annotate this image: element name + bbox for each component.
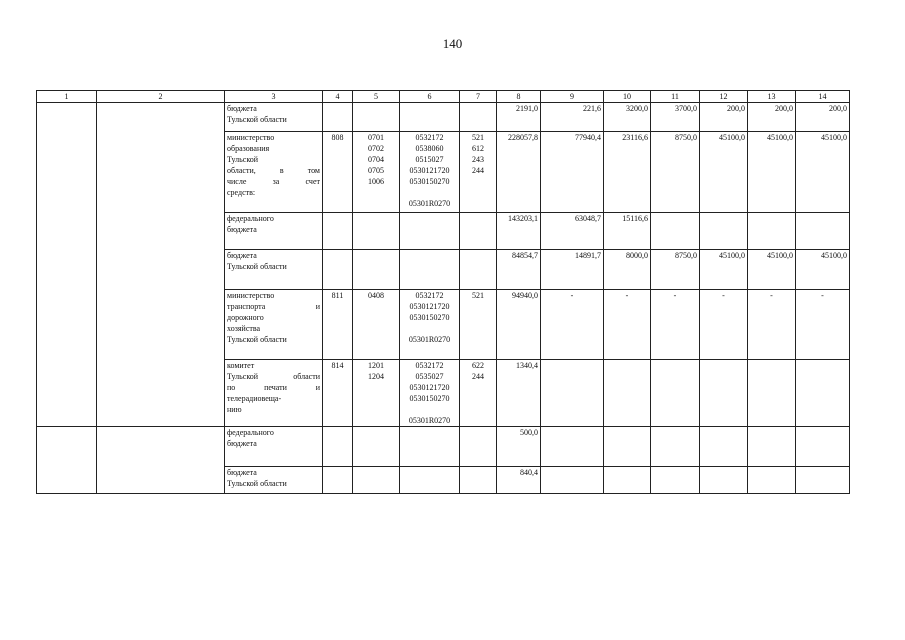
cell-amount-col-14 bbox=[796, 213, 850, 250]
cell-amount-col-8: 94940,0 bbox=[497, 290, 541, 360]
cell-amount-col-13: - bbox=[748, 290, 796, 360]
cell-amount-col-10: 23116,6 bbox=[604, 132, 651, 213]
cell-amount-col-13 bbox=[748, 360, 796, 427]
section-code: 1006 bbox=[368, 177, 384, 186]
cell-amount-col-11: - bbox=[651, 290, 700, 360]
cell-amount-col-9: 63048,7 bbox=[541, 213, 604, 250]
cell-name bbox=[225, 290, 323, 360]
name-line: федерального bbox=[227, 428, 274, 437]
cell-section-codes bbox=[353, 250, 400, 290]
target-code: 0530150270 bbox=[409, 394, 450, 403]
name-line: Тульской области bbox=[227, 479, 287, 488]
column-header: 1 bbox=[37, 91, 97, 103]
name-line: образования bbox=[227, 144, 270, 153]
name-line: телерадиовеща- bbox=[227, 394, 282, 403]
name-line: Тульской bbox=[227, 155, 259, 164]
cell-target-codes bbox=[400, 213, 460, 250]
cell-amount-col-8: 840,4 bbox=[497, 467, 541, 494]
expense-code: 622 bbox=[472, 361, 484, 370]
cell-col-1 bbox=[37, 427, 97, 494]
cell-ministry-code bbox=[323, 427, 353, 467]
target-code: 0530150270 bbox=[409, 177, 450, 186]
cell-amount-col-11: 8750,0 bbox=[651, 250, 700, 290]
name-line: бюджета bbox=[227, 251, 257, 260]
cell-amount-col-13 bbox=[748, 467, 796, 494]
target-code: 05301R0270 bbox=[408, 199, 451, 208]
cell-ministry-code: 808 bbox=[323, 132, 353, 213]
cell-expense-codes bbox=[460, 250, 497, 290]
name-line: хозяйства bbox=[227, 324, 261, 333]
column-header: 5 bbox=[353, 91, 400, 103]
name-line: бюджета bbox=[227, 468, 257, 477]
page-number: 140 bbox=[442, 36, 463, 51]
name-line: министерство bbox=[227, 133, 275, 142]
cell-ministry-code bbox=[323, 213, 353, 250]
cell-expense-codes bbox=[460, 427, 497, 467]
target-code: 0530150270 bbox=[409, 313, 450, 322]
cell-amount-col-12 bbox=[700, 360, 748, 427]
column-header: 14 bbox=[796, 91, 850, 103]
cell-amount-col-9 bbox=[541, 427, 604, 467]
name-line: числе за счет bbox=[227, 177, 320, 186]
column-header: 6 bbox=[400, 91, 460, 103]
cell-amount-col-8: 228057,8 bbox=[497, 132, 541, 213]
cell-amount-col-14 bbox=[796, 467, 850, 494]
expense-code: 521 bbox=[472, 291, 484, 300]
cell-amount-col-8: 143203,1 bbox=[497, 213, 541, 250]
cell-target-codes bbox=[400, 250, 460, 290]
cell-amount-col-11: 3700,0 bbox=[651, 103, 700, 132]
cell-amount-col-9 bbox=[541, 467, 604, 494]
name-line: дорожного bbox=[227, 313, 264, 322]
cell-amount-col-14: - bbox=[796, 290, 850, 360]
cell-ministry-code bbox=[323, 467, 353, 494]
name-line: комитет bbox=[227, 361, 255, 370]
target-code: 0530121720 bbox=[409, 166, 450, 175]
column-header: 13 bbox=[748, 91, 796, 103]
cell-amount-col-13 bbox=[748, 427, 796, 467]
cell-name bbox=[225, 427, 323, 467]
cell-amount-col-9: 77940,4 bbox=[541, 132, 604, 213]
section-code: 0704 bbox=[368, 155, 384, 164]
cell-amount-col-8: 500,0 bbox=[497, 427, 541, 467]
column-header: 4 bbox=[323, 91, 353, 103]
cell-col-1 bbox=[37, 103, 97, 427]
cell-amount-col-13: 200,0 bbox=[748, 103, 796, 132]
cell-amount-col-9: 14891,7 bbox=[541, 250, 604, 290]
cell-amount-col-12 bbox=[700, 213, 748, 250]
cell-amount-col-14 bbox=[796, 360, 850, 427]
name-line: Тульской области bbox=[227, 115, 287, 124]
cell-name bbox=[225, 103, 323, 132]
cell-amount-col-14 bbox=[796, 427, 850, 467]
cell-section-codes bbox=[353, 213, 400, 250]
name-line: бюджета bbox=[227, 104, 257, 113]
cell-amount-col-12: 45100,0 bbox=[700, 250, 748, 290]
cell-target-codes bbox=[400, 467, 460, 494]
cell-expense-codes bbox=[460, 290, 497, 360]
target-code: 0538060 bbox=[415, 144, 444, 153]
expense-code: 244 bbox=[472, 372, 484, 381]
cell-expense-codes bbox=[460, 360, 497, 427]
cell-target-codes bbox=[400, 290, 460, 360]
target-code: 0530121720 bbox=[409, 302, 450, 311]
section-code: 1201 bbox=[368, 361, 384, 370]
cell-amount-col-8: 1340,4 bbox=[497, 360, 541, 427]
cell-amount-col-13: 45100,0 bbox=[748, 132, 796, 213]
section-code: 0701 bbox=[368, 133, 384, 142]
name-line: Тульской области bbox=[227, 372, 320, 381]
cell-expense-codes bbox=[460, 132, 497, 213]
cell-amount-col-9 bbox=[541, 360, 604, 427]
name-line: министерство bbox=[227, 291, 275, 300]
column-header: 11 bbox=[651, 91, 700, 103]
cell-col-2 bbox=[97, 427, 225, 494]
column-header: 7 bbox=[460, 91, 497, 103]
cell-amount-col-14: 200,0 bbox=[796, 103, 850, 132]
target-code: 05301R0270 bbox=[408, 416, 451, 425]
expense-code: 243 bbox=[472, 155, 484, 164]
column-header: 9 bbox=[541, 91, 604, 103]
cell-amount-col-10: 8000,0 bbox=[604, 250, 651, 290]
cell-amount-col-9: 221,6 bbox=[541, 103, 604, 132]
cell-amount-col-13 bbox=[748, 213, 796, 250]
section-code: 0702 bbox=[368, 144, 384, 153]
cell-expense-codes bbox=[460, 467, 497, 494]
cell-amount-col-11 bbox=[651, 213, 700, 250]
expense-code: 612 bbox=[472, 144, 484, 153]
cell-amount-col-10 bbox=[604, 467, 651, 494]
cell-section-codes bbox=[353, 290, 400, 360]
cell-amount-col-9: - bbox=[541, 290, 604, 360]
name-line: области, в том bbox=[227, 166, 320, 175]
budget-table bbox=[36, 90, 850, 494]
cell-target-codes bbox=[400, 132, 460, 213]
target-code: 0532172 bbox=[415, 291, 444, 300]
name-line: по печати и bbox=[227, 383, 320, 392]
column-header: 8 bbox=[497, 91, 541, 103]
name-line: бюджета bbox=[227, 225, 257, 234]
column-header: 10 bbox=[604, 91, 651, 103]
target-code: 0515027 bbox=[415, 155, 444, 164]
column-header: 2 bbox=[97, 91, 225, 103]
name-line: Тульской области bbox=[227, 262, 287, 271]
cell-amount-col-12 bbox=[700, 467, 748, 494]
cell-section-codes bbox=[353, 427, 400, 467]
cell-ministry-code bbox=[323, 250, 353, 290]
target-code: 0532172 bbox=[415, 133, 444, 142]
section-code: 0705 bbox=[368, 166, 384, 175]
cell-target-codes bbox=[400, 360, 460, 427]
cell-target-codes bbox=[400, 427, 460, 467]
name-line: средств: bbox=[227, 188, 256, 197]
cell-amount-col-12: - bbox=[700, 290, 748, 360]
table-row bbox=[37, 103, 850, 132]
cell-amount-col-11: 8750,0 bbox=[651, 132, 700, 213]
cell-col-2 bbox=[97, 103, 225, 427]
cell-amount-col-12: 200,0 bbox=[700, 103, 748, 132]
name-line: федерального bbox=[227, 214, 274, 223]
cell-expense-codes bbox=[460, 213, 497, 250]
name-line: транспорта и bbox=[227, 302, 320, 311]
cell-name bbox=[225, 360, 323, 427]
cell-amount-col-10: - bbox=[604, 290, 651, 360]
expense-code: 521 bbox=[472, 133, 484, 142]
table-row bbox=[37, 427, 850, 467]
header-row bbox=[37, 91, 850, 103]
cell-name bbox=[225, 213, 323, 250]
target-code: 0530121720 bbox=[409, 383, 450, 392]
cell-amount-col-12 bbox=[700, 427, 748, 467]
target-code: 0532172 bbox=[415, 361, 444, 370]
target-code: 0535027 bbox=[415, 372, 444, 381]
target-code: 05301R0270 bbox=[408, 335, 451, 344]
cell-amount-col-14: 45100,0 bbox=[796, 132, 850, 213]
section-code: 1204 bbox=[368, 372, 384, 381]
cell-amount-col-11 bbox=[651, 427, 700, 467]
cell-section-codes bbox=[353, 467, 400, 494]
cell-amount-col-8: 84854,7 bbox=[497, 250, 541, 290]
cell-amount-col-10: 15116,6 bbox=[604, 213, 651, 250]
cell-expense-codes bbox=[460, 103, 497, 132]
cell-ministry-code bbox=[323, 103, 353, 132]
cell-section-codes bbox=[353, 132, 400, 213]
cell-ministry-code: 811 bbox=[323, 290, 353, 360]
cell-amount-col-13: 45100,0 bbox=[748, 250, 796, 290]
cell-ministry-code: 814 bbox=[323, 360, 353, 427]
cell-amount-col-12: 45100,0 bbox=[700, 132, 748, 213]
cell-amount-col-11 bbox=[651, 360, 700, 427]
cell-amount-col-11 bbox=[651, 467, 700, 494]
cell-section-codes bbox=[353, 360, 400, 427]
cell-amount-col-14: 45100,0 bbox=[796, 250, 850, 290]
cell-amount-col-8: 2191,0 bbox=[497, 103, 541, 132]
column-header: 3 bbox=[225, 91, 323, 103]
name-line: бюджета bbox=[227, 439, 257, 448]
cell-name bbox=[225, 467, 323, 494]
expense-code: 244 bbox=[472, 166, 484, 175]
name-line: Тульской области bbox=[227, 335, 287, 344]
name-line: нию bbox=[227, 405, 242, 414]
cell-name bbox=[225, 132, 323, 213]
section-code: 0408 bbox=[368, 291, 384, 300]
cell-name bbox=[225, 250, 323, 290]
cell-section-codes bbox=[353, 103, 400, 132]
cell-amount-col-10: 3200,0 bbox=[604, 103, 651, 132]
cell-target-codes bbox=[400, 103, 460, 132]
column-header: 12 bbox=[700, 91, 748, 103]
cell-amount-col-10 bbox=[604, 360, 651, 427]
cell-amount-col-10 bbox=[604, 427, 651, 467]
